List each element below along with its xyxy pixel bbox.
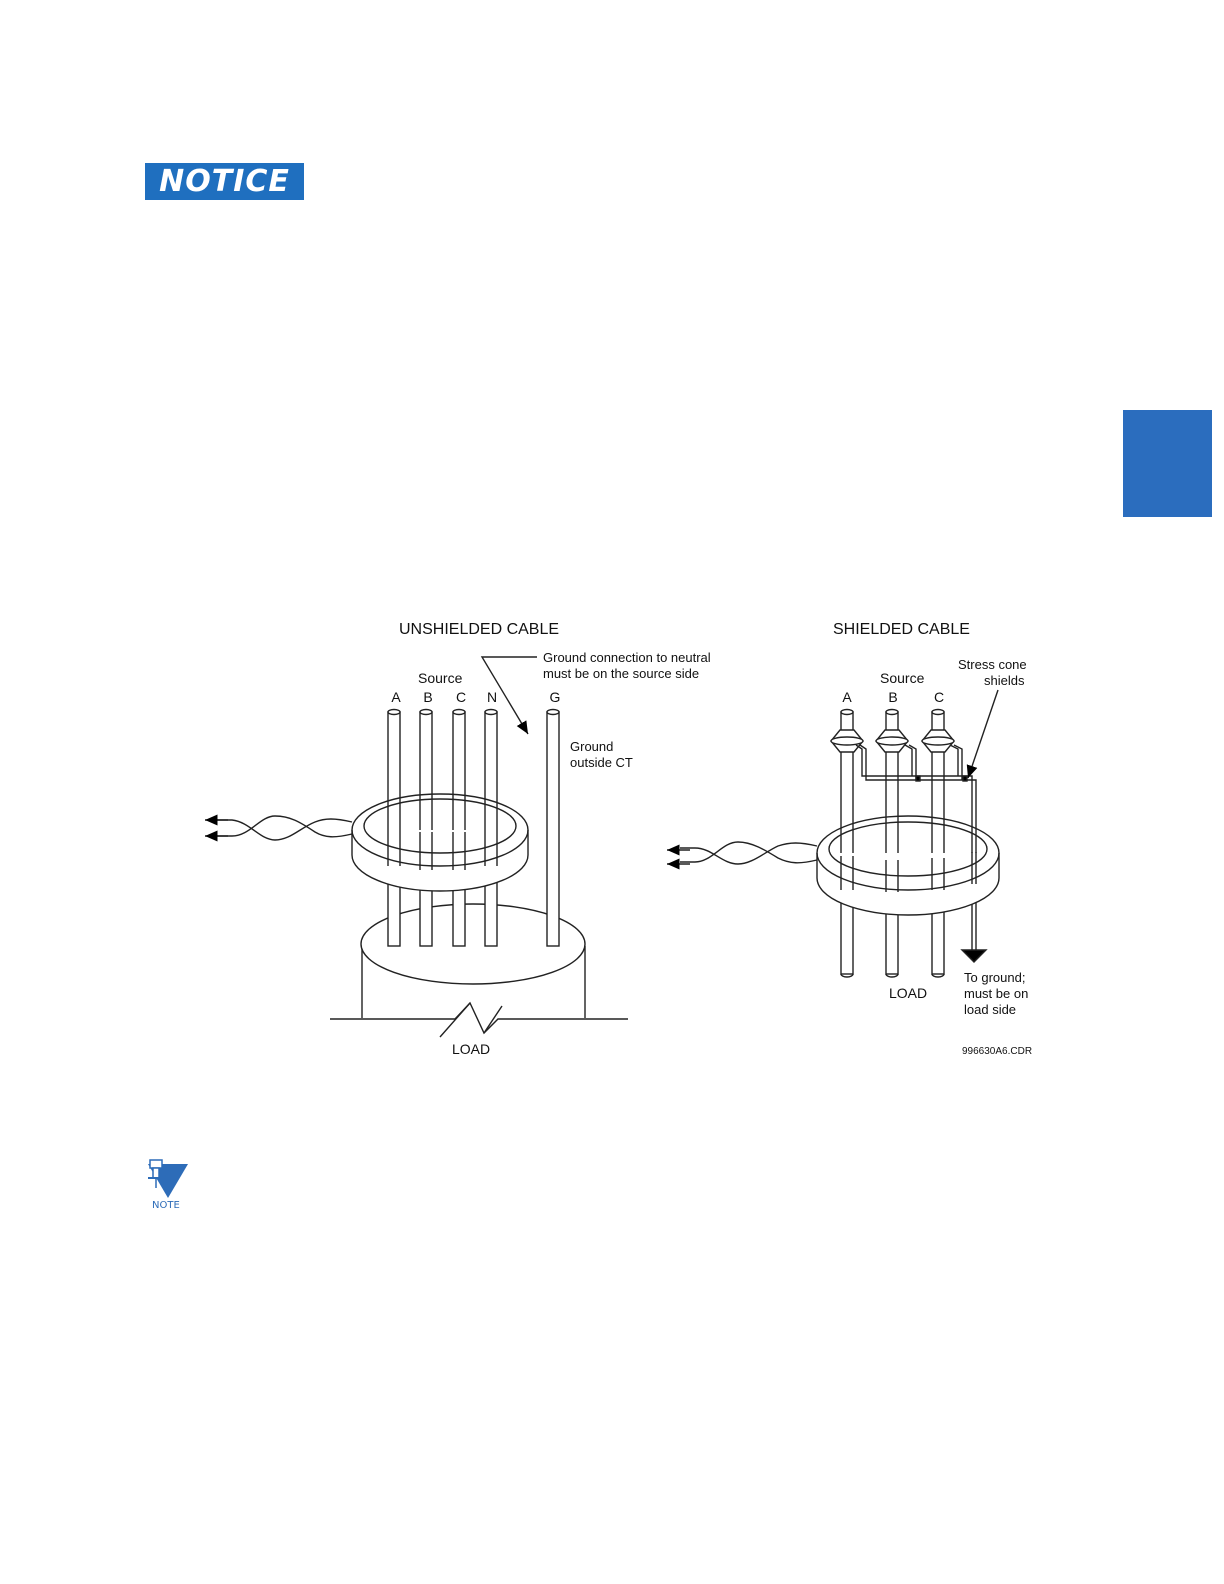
unshielded-diagram <box>205 657 628 1037</box>
unshielded-title: UNSHIELDED CABLE <box>399 621 560 638</box>
shielded-ground-line1: To ground; <box>964 970 1026 985</box>
unshielded-phase-a: A <box>391 689 401 705</box>
unshielded-leads <box>205 816 352 840</box>
shielded-ground-line2: must be on <box>964 986 1029 1001</box>
shielded-stress-line2: shields <box>984 673 1025 688</box>
shielded-phase-a: A <box>842 689 852 705</box>
unshielded-annotation-line1: Ground connection to neutral <box>543 650 711 665</box>
unshielded-phase-n: N <box>486 689 498 705</box>
note-label: NOTE <box>152 1200 180 1211</box>
unshielded-ground-line2: outside CT <box>570 755 633 770</box>
figure-code: 996630A6.CDR <box>962 1046 1033 1057</box>
unshielded-ground-line1: Ground <box>570 739 614 754</box>
unshielded-phase-b: B <box>423 689 433 705</box>
unshielded-source-label: Source <box>418 670 463 686</box>
shielded-ground-line3: load side <box>964 1002 1017 1017</box>
shielded-stress-line1: Stress cone <box>958 657 1027 672</box>
shielded-title: SHIELDED CABLE <box>833 621 970 638</box>
unshielded-load-label: LOAD <box>452 1041 491 1057</box>
shielded-phase-b: B <box>888 689 898 705</box>
shielded-leads <box>667 842 817 864</box>
stress-cones <box>831 730 954 752</box>
shielded-diagram <box>667 690 999 977</box>
unshielded-phase-g: G <box>549 689 561 705</box>
shielded-phase-c: C <box>933 689 945 705</box>
unshielded-phase-c: C <box>455 689 467 705</box>
unshielded-annotation-line2: must be on the source side <box>543 666 700 681</box>
shielded-source-label: Source <box>880 670 925 686</box>
notice-label: NOTICE <box>159 163 290 199</box>
shielded-load-label: LOAD <box>889 985 928 1001</box>
unshielded-ct <box>352 794 528 891</box>
